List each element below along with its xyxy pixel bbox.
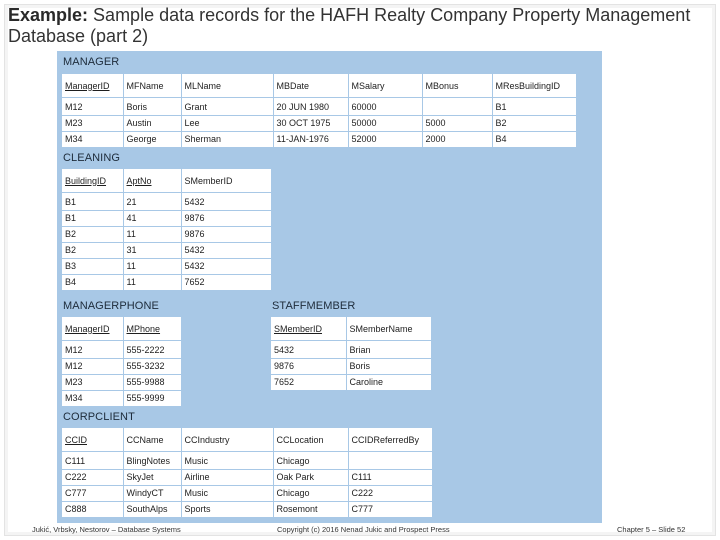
corpclient-cell: BlingNotes (123, 452, 181, 470)
table-row (62, 211, 271, 227)
cleaning-cell: 9876 (181, 227, 271, 243)
cleaning-cell: 31 (123, 243, 181, 259)
manager-cell: 20 JUN 1980 (273, 98, 348, 116)
table-row (62, 259, 271, 275)
staffmember-table-title: STAFFMEMBER (272, 300, 356, 312)
staffmember-header-row (271, 317, 431, 341)
corpclient-cell: Music (181, 452, 273, 470)
slide-title (8, 5, 714, 47)
table-row (62, 193, 271, 211)
managerphone-cell: 555-9988 (123, 375, 181, 391)
cleaning-cell: 41 (123, 211, 181, 227)
table-row (271, 341, 431, 359)
cleaning-column-header-label: BuildingID (65, 175, 107, 186)
cleaning-table (62, 169, 271, 290)
corpclient-cell: C888 (62, 502, 123, 518)
corpclient-cell: C222 (62, 470, 123, 486)
corpclient-table (62, 428, 432, 517)
staffmember-cell: Boris (346, 359, 431, 375)
cleaning-column-header (62, 169, 123, 193)
slide-title-prefix: Example: (8, 5, 89, 25)
table-row (62, 502, 432, 518)
manager-cell: M23 (62, 116, 123, 132)
managerphone-column-header-label: MPhone (126, 323, 161, 334)
cleaning-header-row (62, 169, 271, 193)
table-row (62, 116, 576, 132)
database-figure (57, 51, 602, 523)
cleaning-cell: 9876 (181, 211, 271, 227)
manager-column-header (492, 74, 576, 98)
staffmember-cell: Brian (349, 345, 371, 355)
corpclient-column-header-label: CCIndustry (184, 434, 230, 445)
cleaning-cell: 11 (123, 227, 181, 243)
staffmember-table (271, 317, 431, 390)
table-row (62, 375, 181, 391)
manager-cell: B1 (495, 102, 507, 112)
manager-column-header (62, 74, 123, 98)
corpclient-table-title: CORPCLIENT (63, 411, 135, 423)
cleaning-column-header-label: AptNo (126, 175, 152, 186)
manager-cell: B4 (492, 132, 576, 148)
manager-cell (422, 98, 492, 116)
cleaning-column-header (181, 169, 271, 193)
managerphone-column-header (123, 317, 181, 341)
cleaning-cell: 11 (123, 275, 181, 291)
managerphone-cell: M12 (62, 359, 123, 375)
manager-cell: Grant (181, 98, 273, 116)
manager-cell: Boris (123, 98, 181, 116)
manager-column-header-label: MSalary (351, 80, 385, 91)
corpclient-column-header-label: CCIDReferredBy (351, 434, 420, 445)
manager-column-header-label: ManagerID (65, 80, 110, 91)
manager-column-header-label: MBDate (276, 80, 310, 91)
manager-cell: Sherman (181, 132, 273, 148)
cleaning-column-header-label: SMemberID (184, 175, 233, 186)
table-row (271, 359, 431, 375)
managerphone-column-header (62, 317, 123, 341)
manager-cell: Lee (181, 116, 273, 132)
managerphone-cell: 555-3232 (123, 359, 181, 375)
manager-cell: Austin (123, 116, 181, 132)
corpclient-cell: C777 (62, 486, 123, 502)
manager-cell: George (123, 132, 181, 148)
manager-cell: 50000 (348, 116, 422, 132)
corpclient-cell: C111 (348, 470, 432, 486)
corpclient-header-row (62, 428, 432, 452)
corpclient-cell: WindyCT (123, 486, 181, 502)
cleaning-cell: 5432 (181, 259, 271, 275)
managerphone-cell: M34 (62, 391, 123, 407)
cleaning-cell: B4 (62, 275, 123, 291)
table-row (62, 452, 432, 470)
manager-cell: 5000 (422, 116, 492, 132)
manager-cell: M12 (62, 98, 123, 116)
table-row (62, 391, 181, 407)
managerphone-column-header-label: ManagerID (65, 323, 110, 334)
managerphone-table (62, 317, 181, 406)
cleaning-cell: B1 (62, 193, 123, 211)
manager-column-header (181, 74, 273, 98)
staffmember-cell: Caroline (346, 375, 431, 391)
staffmember-column-header-label: SMemberName (349, 323, 413, 334)
manager-cell: B2 (492, 116, 576, 132)
table-row (62, 132, 576, 148)
table-row (62, 486, 432, 502)
slide-title-text: Sample data records for the HAFH Realty Company Property Management Database (part 2) (8, 5, 691, 46)
cleaning-cell: 5432 (184, 197, 205, 207)
manager-cell: 30 OCT 1975 (273, 116, 348, 132)
manager-column-header-label: MFName (126, 80, 164, 91)
managerphone-cell: M23 (62, 375, 123, 391)
manager-column-header (273, 74, 348, 98)
table-row (62, 243, 271, 259)
manager-table-title: MANAGER (63, 56, 120, 68)
managerphone-cell: 555-2222 (126, 345, 165, 355)
corpclient-column-header-label: CCID (65, 434, 87, 445)
footer-copyright: Copyright (c) 2016 Nenad Jukic and Prospect Press (277, 525, 450, 534)
manager-column-header-label: MBonus (425, 80, 459, 91)
table-row (62, 98, 576, 116)
corpclient-cell: C111 (62, 452, 123, 470)
manager-cell: 11-JAN-1976 (273, 132, 348, 148)
corpclient-column-header (181, 428, 273, 452)
corpclient-cell (348, 452, 432, 470)
corpclient-column-header (123, 428, 181, 452)
staffmember-column-header-label: SMemberID (274, 323, 323, 334)
staffmember-cell: 7652 (271, 375, 346, 391)
corpclient-cell: SkyJet (123, 470, 181, 486)
managerphone-table-title: MANAGERPHONE (63, 300, 159, 312)
manager-column-header-label: MResBuildingID (495, 80, 561, 91)
cleaning-cell: 7652 (181, 275, 271, 291)
managerphone-cell: 555-9999 (123, 391, 181, 407)
corpclient-cell: Airline (181, 470, 273, 486)
cleaning-cell: 11 (123, 259, 181, 275)
cleaning-cell: 21 (123, 193, 181, 211)
staffmember-cell: 9876 (271, 359, 346, 375)
corpclient-cell: Music (181, 486, 273, 502)
footer-authors: Jukić, Vrbsky, Nestorov – Database Systems (32, 525, 181, 534)
corpclient-cell: Sports (181, 502, 273, 518)
manager-column-header (422, 74, 492, 98)
table-row (271, 375, 431, 391)
manager-table (62, 74, 576, 147)
corpclient-cell: Rosemont (273, 502, 348, 518)
table-row (62, 341, 181, 359)
corpclient-column-header-label: CCLocation (276, 434, 324, 445)
staffmember-column-header (346, 317, 431, 341)
table-row (62, 359, 181, 375)
staffmember-cell: 5432 (271, 341, 346, 359)
corpclient-column-header (62, 428, 123, 452)
managerphone-header-row (62, 317, 181, 341)
table-row (62, 227, 271, 243)
cleaning-cell: B2 (62, 243, 123, 259)
manager-column-header (348, 74, 422, 98)
manager-column-header-label: MLName (184, 80, 222, 91)
manager-column-header (123, 74, 181, 98)
manager-header-row (62, 74, 576, 98)
corpclient-column-header (348, 428, 432, 452)
corpclient-cell: C777 (348, 502, 432, 518)
cleaning-cell: 5432 (181, 243, 271, 259)
corpclient-cell: SouthAlps (123, 502, 181, 518)
table-row (62, 470, 432, 486)
managerphone-cell: M12 (62, 341, 123, 359)
corpclient-cell: Chicago (273, 452, 348, 470)
cleaning-cell: B1 (62, 211, 123, 227)
cleaning-cell: B2 (62, 227, 123, 243)
manager-cell: 52000 (348, 132, 422, 148)
staffmember-column-header (271, 317, 346, 341)
cleaning-column-header (123, 169, 181, 193)
cleaning-cell: B3 (62, 259, 123, 275)
footer-slide-number: Chapter 5 – Slide 52 (617, 525, 686, 534)
corpclient-cell: Chicago (273, 486, 348, 502)
corpclient-cell: Oak Park (273, 470, 348, 486)
corpclient-cell: C222 (348, 486, 432, 502)
corpclient-column-header-label: CCName (126, 434, 164, 445)
manager-cell: M34 (62, 132, 123, 148)
cleaning-table-title: CLEANING (63, 152, 121, 164)
corpclient-column-header (273, 428, 348, 452)
manager-cell: 60000 (348, 98, 422, 116)
manager-cell: 2000 (422, 132, 492, 148)
table-row (62, 275, 271, 291)
